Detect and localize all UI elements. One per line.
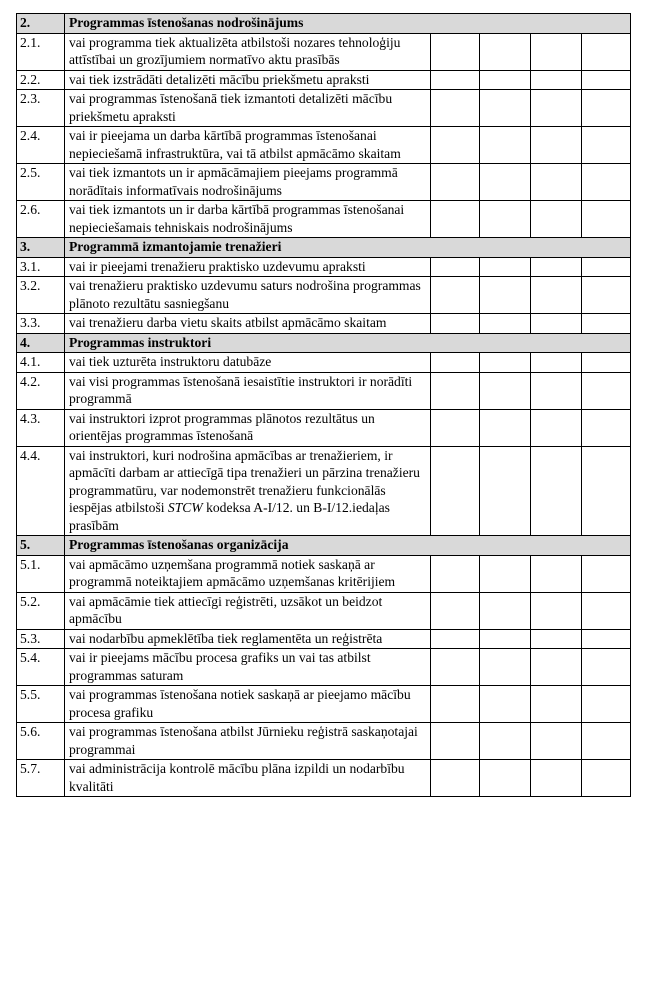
criterion-number: 2.3.	[17, 90, 65, 127]
section-number: 5.	[17, 536, 65, 556]
assessment-cell[interactable]	[431, 201, 480, 238]
assessment-cell[interactable]	[531, 372, 582, 409]
assessment-cell[interactable]	[582, 164, 631, 201]
criterion-number: 5.4.	[17, 649, 65, 686]
criterion-number: 4.4.	[17, 446, 65, 536]
criterion-text: vai trenažieru darba vietu skaits atbilst apmācāmo skaitam	[65, 314, 431, 334]
assessment-cell[interactable]	[582, 723, 631, 760]
assessment-cell[interactable]	[431, 372, 480, 409]
assessment-cell[interactable]	[531, 353, 582, 373]
criterion-text: vai tiek izmantots un ir apmācāmajiem pieejams programmā norādītais informatīvais nodrošinājums	[65, 164, 431, 201]
assessment-cell[interactable]	[431, 70, 480, 90]
assessment-cell[interactable]	[431, 555, 480, 592]
criterion-text: vai programma tiek aktualizēta atbilstoši nozares tehnoloģiju attīstībai un grozījumiem normatīvo aktu prasībās	[65, 33, 431, 70]
assessment-cell[interactable]	[531, 201, 582, 238]
criterion-text-emphasis: STCW	[167, 500, 203, 515]
criterion-number: 4.1.	[17, 353, 65, 373]
assessment-cell[interactable]	[531, 277, 582, 314]
assessment-cell[interactable]	[582, 353, 631, 373]
assessment-cell[interactable]	[480, 592, 531, 629]
assessment-cell[interactable]	[531, 555, 582, 592]
assessment-cell[interactable]	[582, 629, 631, 649]
assessment-cell[interactable]	[582, 686, 631, 723]
assessment-cell[interactable]	[582, 70, 631, 90]
criterion-number: 3.1.	[17, 257, 65, 277]
criterion-row	[17, 277, 631, 314]
assessment-cell[interactable]	[582, 649, 631, 686]
assessment-cell[interactable]	[531, 686, 582, 723]
assessment-cell[interactable]	[480, 314, 531, 334]
criterion-row	[17, 33, 631, 70]
assessment-cell[interactable]	[582, 446, 631, 536]
criterion-text: vai programmas īstenošana atbilst Jūrnieku reģistrā saskaņotajai programmai	[65, 723, 431, 760]
criterion-row	[17, 70, 631, 90]
assessment-cell[interactable]	[582, 127, 631, 164]
assessment-cell[interactable]	[480, 446, 531, 536]
assessment-cell[interactable]	[531, 409, 582, 446]
section-number: 4.	[17, 333, 65, 353]
assessment-cell[interactable]	[480, 372, 531, 409]
criterion-row	[17, 257, 631, 277]
criterion-row	[17, 201, 631, 238]
section-header-row	[17, 333, 631, 353]
assessment-cell[interactable]	[582, 555, 631, 592]
assessment-cell[interactable]	[582, 592, 631, 629]
section-title: Programmas īstenošanas organizācija	[65, 536, 631, 556]
criterion-row	[17, 409, 631, 446]
criterion-row	[17, 629, 631, 649]
criterion-text: vai tiek uzturēta instruktoru datubāze	[65, 353, 431, 373]
assessment-cell[interactable]	[480, 33, 531, 70]
criterion-row	[17, 555, 631, 592]
assessment-cell[interactable]	[431, 90, 480, 127]
assessment-cell[interactable]	[480, 201, 531, 238]
criterion-number: 5.1.	[17, 555, 65, 592]
criterion-text: vai tiek izstrādāti detalizēti mācību priekšmetu apraksti	[65, 70, 431, 90]
assessment-cell[interactable]	[531, 723, 582, 760]
assessment-cell[interactable]	[431, 277, 480, 314]
assessment-cell[interactable]	[582, 760, 631, 797]
criterion-text: vai visi programmas īstenošanā iesaistītie instruktori ir norādīti programmā	[65, 372, 431, 409]
assessment-cell[interactable]	[531, 33, 582, 70]
assessment-cell[interactable]	[531, 127, 582, 164]
assessment-cell[interactable]	[480, 257, 531, 277]
assessment-cell[interactable]	[531, 90, 582, 127]
assessment-cell[interactable]	[480, 164, 531, 201]
criterion-row	[17, 353, 631, 373]
criterion-number: 5.2.	[17, 592, 65, 629]
assessment-cell[interactable]	[431, 409, 480, 446]
criterion-text	[65, 446, 431, 536]
assessment-cell[interactable]	[431, 446, 480, 536]
assessment-cell[interactable]	[480, 723, 531, 760]
criterion-number: 2.1.	[17, 33, 65, 70]
criterion-text: vai administrācija kontrolē mācību plāna izpildi un nodarbību kvalitāti	[65, 760, 431, 797]
assessment-cell[interactable]	[582, 90, 631, 127]
assessment-cell[interactable]	[531, 164, 582, 201]
assessment-cell[interactable]	[531, 446, 582, 536]
assessment-cell[interactable]	[431, 353, 480, 373]
assessment-cell[interactable]	[480, 353, 531, 373]
criterion-row	[17, 686, 631, 723]
criterion-text: vai trenažieru praktisko uzdevumu saturs nodrošina programmas plānoto rezultātu sasniegšanu	[65, 277, 431, 314]
criterion-number: 2.2.	[17, 70, 65, 90]
assessment-cell[interactable]	[531, 70, 582, 90]
assessment-cell[interactable]	[431, 760, 480, 797]
criterion-text: vai nodarbību apmeklētība tiek reglamentēta un reģistrēta	[65, 629, 431, 649]
assessment-cell[interactable]	[480, 277, 531, 314]
criterion-number: 4.3.	[17, 409, 65, 446]
assessment-cell[interactable]	[531, 314, 582, 334]
criterion-number: 4.2.	[17, 372, 65, 409]
criterion-row	[17, 649, 631, 686]
criterion-number: 2.6.	[17, 201, 65, 238]
assessment-cell[interactable]	[582, 277, 631, 314]
assessment-cell[interactable]	[582, 33, 631, 70]
criterion-row	[17, 446, 631, 536]
assessment-cell[interactable]	[480, 649, 531, 686]
criterion-text: vai tiek izmantots un ir darba kārtībā programmas īstenošanai nepieciešamais tehniskais nodrošinājums	[65, 201, 431, 238]
checklist-table-body	[17, 14, 631, 797]
assessment-cell[interactable]	[582, 314, 631, 334]
assessment-cell[interactable]	[431, 629, 480, 649]
criterion-text: vai programmas īstenošanā tiek izmantoti detalizēti mācību priekšmetu apraksti	[65, 90, 431, 127]
criterion-row	[17, 723, 631, 760]
criterion-text: vai ir pieejama un darba kārtībā programmas īstenošanai nepieciešamā infrastruktūra, vai tā atbilst apmācāmo skaitam	[65, 127, 431, 164]
assessment-cell[interactable]	[531, 257, 582, 277]
assessment-cell[interactable]	[431, 257, 480, 277]
criterion-row	[17, 127, 631, 164]
criterion-row	[17, 592, 631, 629]
assessment-cell[interactable]	[431, 592, 480, 629]
assessment-cell[interactable]	[431, 723, 480, 760]
assessment-cell[interactable]	[431, 164, 480, 201]
assessment-cell[interactable]	[480, 70, 531, 90]
section-number: 3.	[17, 238, 65, 258]
section-header-row	[17, 238, 631, 258]
criterion-row	[17, 314, 631, 334]
section-header-row	[17, 14, 631, 34]
assessment-cell[interactable]	[582, 372, 631, 409]
criterion-text: vai ir pieejami trenažieru praktisko uzdevumu apraksti	[65, 257, 431, 277]
section-title: Programmas īstenošanas nodrošinājums	[65, 14, 631, 34]
criterion-text: vai apmācāmo uzņemšana programmā notiek saskaņā ar programmā noteiktajiem apmācāmo uzņemšanas kritērijiem	[65, 555, 431, 592]
criterion-row	[17, 90, 631, 127]
section-number: 2.	[17, 14, 65, 34]
section-title: Programmā izmantojamie trenažieri	[65, 238, 631, 258]
checklist-table	[16, 13, 631, 797]
assessment-cell[interactable]	[480, 686, 531, 723]
assessment-cell[interactable]	[480, 760, 531, 797]
criterion-text-part: vai instruktori, kuri nodrošina apmācības ar trenažieriem, ir apmācīti darbam ar attiecīgā tipa trenažieri un pārzina trenažieru programmatūru, var nodemonstrēt trenažieru funkcionālās iespējas atbilstoši	[69, 447, 420, 515]
criterion-number: 3.2.	[17, 277, 65, 314]
section-header-row	[17, 536, 631, 556]
assessment-cell[interactable]	[480, 629, 531, 649]
criterion-number: 3.3.	[17, 314, 65, 334]
criterion-number: 5.3.	[17, 629, 65, 649]
assessment-cell[interactable]	[480, 555, 531, 592]
assessment-cell[interactable]	[431, 686, 480, 723]
criterion-text: vai instruktori izprot programmas plānotos rezultātus un orientējas programmas īstenošanā	[65, 409, 431, 446]
assessment-cell[interactable]	[582, 409, 631, 446]
assessment-cell[interactable]	[431, 33, 480, 70]
criterion-number: 5.7.	[17, 760, 65, 797]
assessment-cell[interactable]	[531, 760, 582, 797]
assessment-cell[interactable]	[582, 257, 631, 277]
assessment-cell[interactable]	[582, 201, 631, 238]
assessment-cell[interactable]	[480, 409, 531, 446]
section-title: Programmas instruktori	[65, 333, 631, 353]
criterion-text: vai apmācāmie tiek attiecīgi reģistrēti, uzsākot un beidzot apmācību	[65, 592, 431, 629]
criterion-row	[17, 760, 631, 797]
assessment-cell[interactable]	[531, 649, 582, 686]
assessment-cell[interactable]	[531, 629, 582, 649]
assessment-cell[interactable]	[431, 127, 480, 164]
criterion-number: 2.4.	[17, 127, 65, 164]
criterion-row	[17, 372, 631, 409]
assessment-cell[interactable]	[431, 314, 480, 334]
criterion-text-part: kodeksa A-I/12. un B-I/12.iedaļas prasībām	[69, 500, 390, 533]
criterion-number: 5.6.	[17, 723, 65, 760]
criterion-text: vai ir pieejams mācību procesa grafiks un vai tas atbilst programmas saturam	[65, 649, 431, 686]
assessment-cell[interactable]	[480, 127, 531, 164]
criterion-number: 5.5.	[17, 686, 65, 723]
assessment-cell[interactable]	[480, 90, 531, 127]
criterion-number: 2.5.	[17, 164, 65, 201]
criterion-text: vai programmas īstenošana notiek saskaņā ar pieejamo mācību procesa grafiku	[65, 686, 431, 723]
assessment-cell[interactable]	[431, 649, 480, 686]
criterion-row	[17, 164, 631, 201]
assessment-cell[interactable]	[531, 592, 582, 629]
